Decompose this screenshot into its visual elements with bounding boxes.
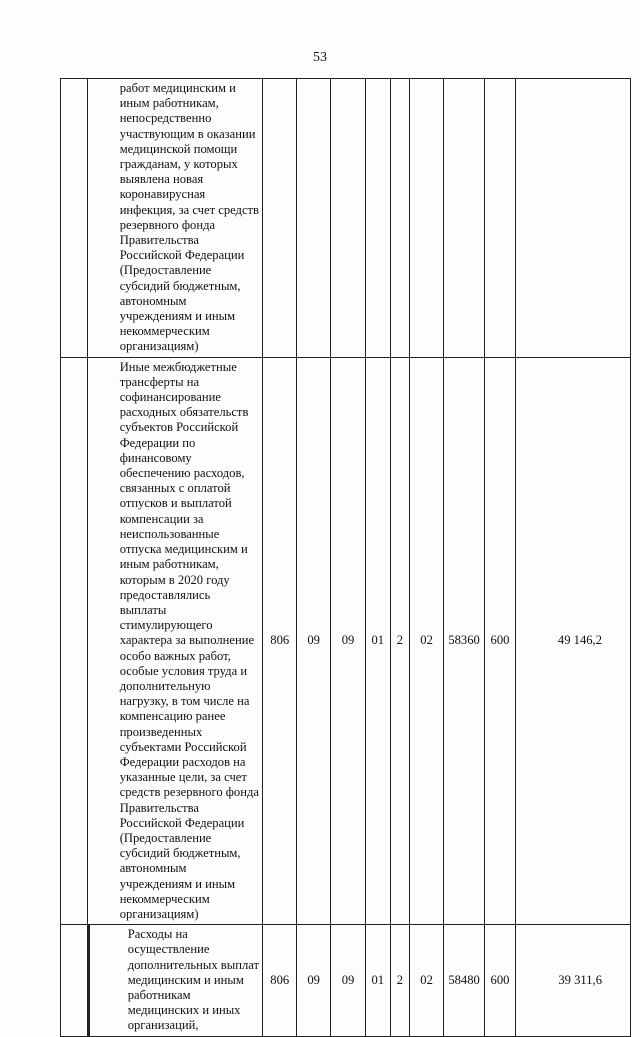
ministry-code-cell: 806 — [263, 357, 297, 925]
direction-code-cell: 58360 — [444, 357, 485, 925]
section-code-cell — [297, 79, 331, 358]
subsection-code-cell: 09 — [331, 357, 366, 925]
main-activity-code-cell — [410, 79, 444, 358]
budget-table — [60, 78, 631, 1037]
subprogram-code-cell — [390, 79, 410, 358]
direction-code-cell — [444, 79, 485, 358]
expense-name-cell: Расходы на осуществление дополнительных выплат медицинским и иным работникам медицинских и иных организаций, — [88, 925, 263, 1036]
subsection-code-cell — [331, 79, 366, 358]
ministry-code-cell: 806 — [263, 925, 297, 1036]
program-code-cell — [365, 79, 390, 358]
expense-type-code-cell: 600 — [485, 925, 516, 1036]
page-number: 53 — [313, 50, 327, 65]
blank-cell — [61, 925, 88, 1036]
table-row — [61, 357, 631, 925]
table-row — [61, 925, 631, 1036]
expense-name-cell: Иные межбюджетные трансферты на софинансирование расходных обязательств субъектов Российской Федерации по финансовому обеспечению расходов, связанных с оплатой отпусков и выплатой компенсации за неиспользованные отпуска медицинским и иным работникам, которым в 2020 году предоставлялись выплаты стимулирующего характера за выполнение особо важных работ, особые условия труда и дополнительную нагрузку, в том числе на компенсацию ранее произведенных субъектами Российской Федерации расходов на указанные цели, за счет средств резервного фонда Правительства Российской Федерации (Предоставление субсидий бюджетным, автономным учреждениям и иным некоммерческим организациям) — [87, 357, 263, 925]
table-row — [61, 79, 631, 358]
blank-cell — [61, 79, 88, 358]
expense-name-cell: работ медицинским и иным работникам, непосредственно участвующим в оказании медицинской помощи гражданам, у которых выявлена новая коронавирусная инфекция, за счет средств резервного фонда Правительства Российской Федерации (Предоставление субсидий бюджетным, автономным учреждениям и иным некоммерческим организациям) — [87, 79, 263, 358]
expense-type-code-cell: 600 — [485, 357, 516, 925]
amount-cell: 39 311,6 — [515, 925, 630, 1036]
ministry-code-cell — [263, 79, 297, 358]
section-code-cell: 09 — [297, 357, 331, 925]
direction-code-cell: 58480 — [444, 925, 485, 1036]
main-activity-code-cell: 02 — [410, 357, 444, 925]
section-code-cell: 09 — [297, 925, 331, 1036]
subprogram-code-cell: 2 — [390, 357, 410, 925]
expense-type-code-cell — [485, 79, 516, 358]
blank-cell — [61, 357, 88, 925]
main-activity-code-cell: 02 — [410, 925, 444, 1036]
amount-cell: 49 146,2 — [515, 357, 630, 925]
subprogram-code-cell: 2 — [390, 925, 410, 1036]
program-code-cell: 01 — [365, 925, 390, 1036]
subsection-code-cell: 09 — [331, 925, 366, 1036]
amount-cell — [515, 79, 630, 358]
program-code-cell: 01 — [365, 357, 390, 925]
